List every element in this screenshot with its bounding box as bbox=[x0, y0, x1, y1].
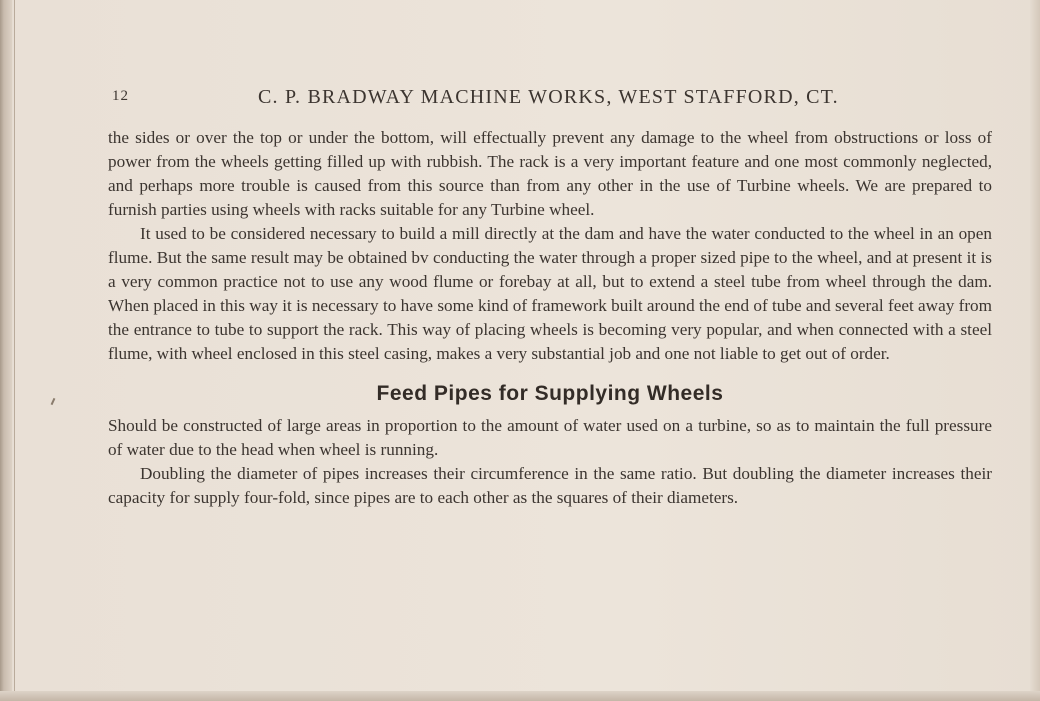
page-gutter-edge bbox=[0, 0, 12, 701]
running-head: C. P. BRADWAY MACHINE WORKS, WEST STAFFORD, CT. bbox=[258, 86, 839, 108]
page-fold-line bbox=[14, 0, 15, 701]
page-header bbox=[112, 86, 852, 116]
paragraph-mill-flume: It used to be considered necessary to build a mill directly at the dam and have the water conducted to the wheel in an open flume. But the same result may be obtained bv conducting the water through a proper sized pipe to the wheel, and at present it is a very common practice not to use any wood flume or forebay at all, but to extend a steel tube from wheel through the dam. When placed in this way it is necessary to have some kind of framework built around the end of tube and several feet away from the entrance to tube to support the rack. This way of placing wheels is becoming very popular, and when connected with a steel flume, with wheel enclosed in this steel casing, makes a very substantial job and one not liable to get out of order. bbox=[108, 224, 992, 363]
paper-speck bbox=[51, 398, 56, 405]
paragraph-doubling-diameter: Doubling the diameter of pipes increases their circumference in the same ratio. But doubling the diameter increases their capacity for supply four-fold, since pipes are to each other as the squares of their diameters. bbox=[108, 464, 992, 507]
paragraph-rack-continuation: the sides or over the top or under the bottom, will effectually prevent any damage to the wheel from obstructions or loss of power from the wheels getting filled up with rubbish. The rack is a very important feature and one most commonly neglected, and perhaps more trouble is caused from this source than from any other in the use of Turbine wheels. We are prepared to furnish parties using wheels with racks suitable for any Turbine wheel. bbox=[108, 128, 992, 219]
page-right-edge bbox=[1030, 0, 1040, 701]
page-body bbox=[108, 126, 992, 510]
paragraph-feed-pipes: Should be constructed of large areas in proportion to the amount of water used on a turbine, so as to maintain the full pressure of water due to the head when wheel is running. bbox=[108, 416, 992, 459]
page-number: 12 bbox=[112, 88, 129, 104]
page-bottom-edge bbox=[0, 691, 1040, 701]
section-heading-feed-pipes: Feed Pipes for Supplying Wheels bbox=[376, 382, 724, 405]
